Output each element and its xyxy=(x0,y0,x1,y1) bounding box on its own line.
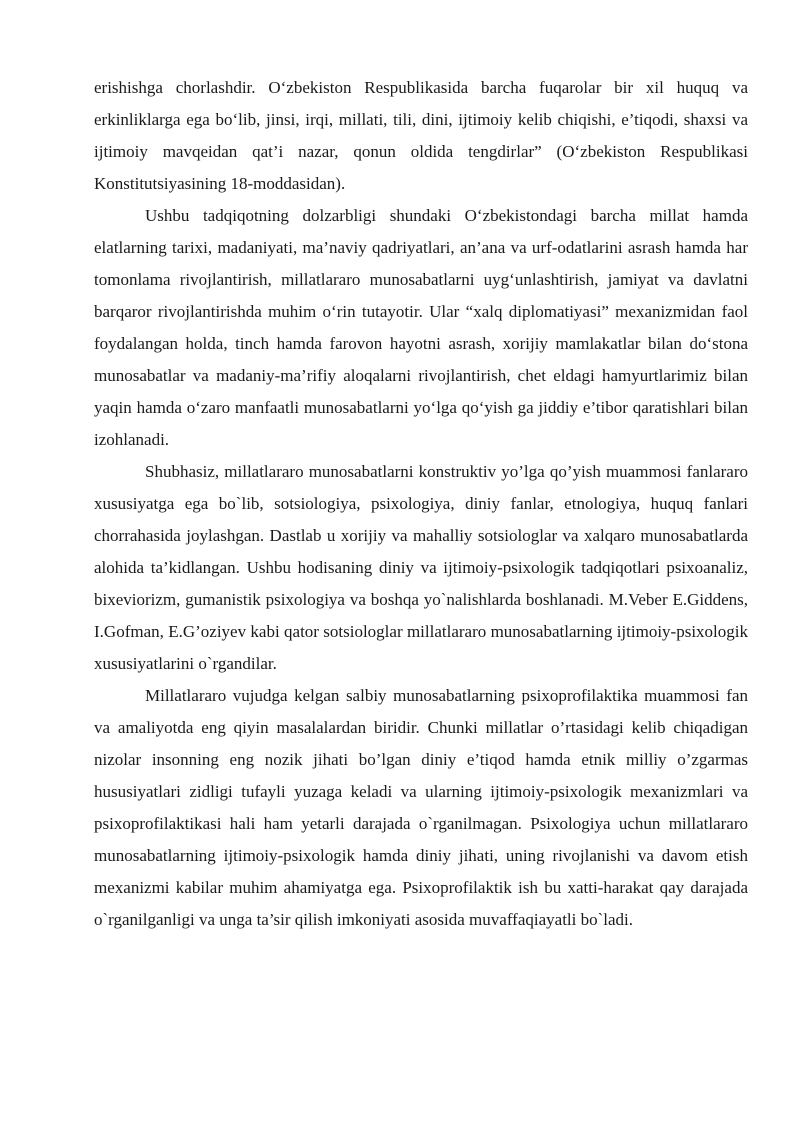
paragraph-relevance: Ushbu tadqiqotning dolzarbligi shundaki O‘zbekistondagi barcha millat hamda elatlarning tarixi, madaniyati, ma’naviy qadriyatlari, an’ana va urf-odatlarini asrash hamda har tomonlama rivojlantirish, millatlararo munosabatlarni uyg‘unlashtirish, jamiyat va davlatni barqaror rivojlantirishda muhim o‘rin tutayotir. Ular “xalq diplomatiyasi” mexanizmidan faol foydalangan holda, tinch hamda farovon hayotni asrash, xorijiy mamlakatlar bilan do‘stona munosabatlar va madaniy-ma’rifiy aloqalarni rivojlantirish, chet eldagi hamyurtlarimiz bilan yaqin hamda o‘zaro manfaatli munosabatlarni yo‘lga qo‘yish ga jiddiy e’tibor qaratishlari bilan izohlanadi. xyxy=(94,206,748,449)
paragraph-psychoprophylaxis: Millatlararo vujudga kelgan salbiy munosabatlarning psixoprofilaktika muammosi fan va amaliyotda eng qiyin masalalardan biridir. Chunki millatlar o’rtasidagi kelib chiqadigan nizolar insonning eng nozik jihati bo’lgan diniy e’tiqod hamda etnik milliy o’zgarmas hususiyatlari zidligi tufayli yuzaga keladi va ularning ijtimoiy-psixologik mexanizmlari va psixoprofilaktikasi hali ham yetarli darajada o`rganilmagan. Psixologiya uchun millatlararo munosabatlarning ijtimoiy-psixologik hamda diniy jihati, uning rivojlanishi va davom etish mexanizmi kabilar muhim ahamiyatga ega. Psixoprofilaktik ish bu xatti-harakat qay darajada o`rganilganligi va unga ta’sir qilish imkoniyati asosida muvaffaqiayatli bo`ladi. xyxy=(94,686,748,929)
body-text xyxy=(94,72,748,936)
paragraph-constitution-quote: erishishga chorlashdir. O‘zbekiston Respublikasida barcha fuqarolar bir xil huquq va erkinliklarga ega bo‘lib, jinsi, irqi, millati, tili, dini, ijtimoiy kelib chiqishi, e’tiqodi, shaxsi va ijtimoiy mavqeidan qat’i nazar, qonun oldida tengdirlar” (O‘zbekiston Respublikasi Konstitutsiyasining 18-moddasidan). xyxy=(94,78,748,193)
paragraph-interdisciplinary: Shubhasiz, millatlararo munosabatlarni konstruktiv yo’lga qo’yish muammosi fanlararo xususiyatga ega bo`lib, sotsiologiya, psixologiya, diniy fanlar, etnologiya, huquq fanlari chorrahasida joylashgan. Dastlab u xorijiy va mahalliy sotsiologlar va xalqaro munosabatlarda alohida ta’kidlangan. Ushbu hodisaning diniy va ijtimoiy-psixologik tadqiqotlari psixoanaliz, bixeviorizm, gumanistik psixologiya va boshqa yo`nalishlarda boshlanadi. M.Veber E.Giddens, I.Gofman, E.G’oziyev kabi qator sotsiologlar millatlararo munosabatlarning ijtimoiy-psixologik xususiyatlarini o`rgandilar. xyxy=(94,462,748,673)
